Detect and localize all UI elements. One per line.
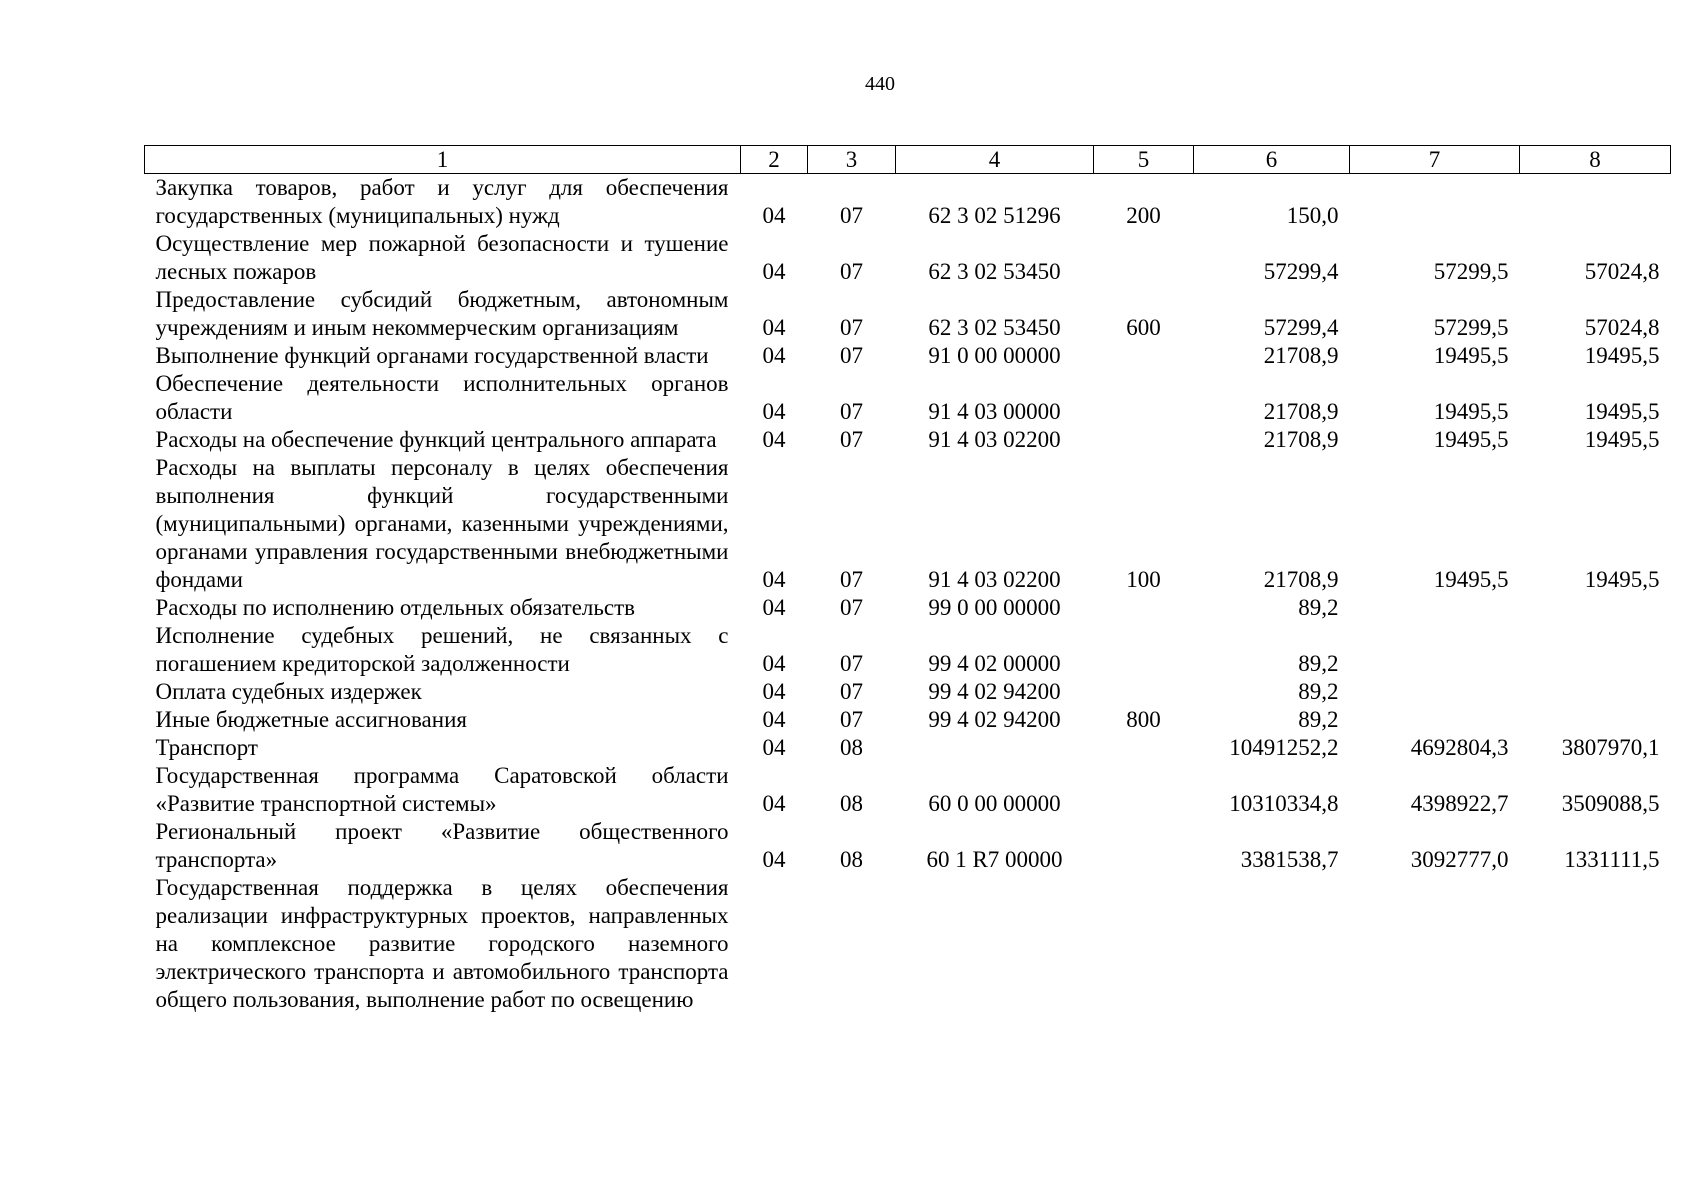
table-row	[145, 762, 1671, 818]
row-amount-col7	[1350, 622, 1520, 678]
row-section-code: 04	[762, 791, 786, 816]
row-amount-col8	[1520, 174, 1671, 231]
row-section-code: 04	[762, 735, 786, 760]
row-amount-col8: 57024,8	[1584, 315, 1660, 340]
row-expense-type	[1094, 734, 1194, 762]
row-amount-col7: 4692804,3	[1410, 735, 1509, 760]
row-section-code: 04	[762, 399, 786, 424]
row-amount-col6: 21708,9	[1263, 343, 1339, 368]
row-amount-col6: 89,2	[1298, 651, 1339, 676]
row-target-article	[896, 874, 1094, 1014]
row-subsection-code: 07	[840, 595, 863, 620]
header-row	[145, 146, 1671, 174]
row-amount-col7: 57299,5	[1433, 315, 1509, 340]
row-amount-col7	[1350, 678, 1520, 706]
row-amount-col7: 19495,5	[1433, 427, 1509, 452]
row-subsection-code: 07	[840, 567, 863, 592]
header-col-7: 7	[1350, 146, 1520, 174]
row-amount-col7: 57299,5	[1433, 259, 1509, 284]
row-target-article: 62 3 02 51296	[928, 203, 1061, 228]
row-expense-type: 100	[1126, 567, 1161, 592]
row-expense-type	[1094, 230, 1194, 286]
table-row	[145, 286, 1671, 342]
row-amount-col6: 89,2	[1298, 679, 1339, 704]
table-row	[145, 818, 1671, 874]
row-description: Осуществление мер пожарной безопасности и тушение лесных пожаров	[155, 231, 729, 284]
row-description: Транспорт	[155, 735, 258, 760]
row-target-article: 62 3 02 53450	[928, 259, 1061, 284]
row-description: Закупка товаров, работ и услуг для обеспечения государственных (муниципальных) нужд	[155, 175, 729, 228]
header-col-4: 4	[896, 146, 1094, 174]
row-subsection-code: 08	[840, 735, 863, 760]
row-expense-type	[1094, 370, 1194, 426]
row-section-code: 04	[762, 203, 786, 228]
row-amount-col7	[1350, 706, 1520, 734]
row-amount-col8: 3509088,5	[1561, 791, 1660, 816]
row-amount-col6: 21708,9	[1263, 399, 1339, 424]
row-description: Оплата судебных издержек	[155, 679, 422, 704]
row-section-code: 04	[762, 707, 786, 732]
row-amount-col8	[1520, 874, 1671, 1014]
row-amount-col7	[1350, 874, 1520, 1014]
row-section-code: 04	[762, 259, 786, 284]
table-row	[145, 370, 1671, 426]
row-description: Государственная поддержка в целях обеспечения реализации инфраструктурных проектов, направленных на комплексное развитие городского наземного электрического транспорта и автомобильного транспорта общего пользования, выполнение работ по освещению	[155, 875, 729, 1012]
header-col-6: 6	[1194, 146, 1350, 174]
row-amount-col8	[1520, 678, 1671, 706]
row-amount-col6: 89,2	[1298, 707, 1339, 732]
header-col-2: 2	[741, 146, 808, 174]
row-amount-col7: 3092777,0	[1410, 847, 1509, 872]
row-description: Предоставление субсидий бюджетным, автономным учреждениям и иным некоммерческим организациям	[155, 287, 729, 340]
table-row	[145, 734, 1671, 762]
row-description: Иные бюджетные ассигнования	[155, 707, 467, 732]
row-subsection-code: 07	[840, 399, 863, 424]
row-amount-col8: 3807970,1	[1561, 735, 1660, 760]
row-subsection-code: 07	[840, 427, 863, 452]
row-section-code: 04	[762, 651, 786, 676]
row-target-article: 91 4 03 00000	[928, 399, 1061, 424]
row-section-code: 04	[762, 343, 786, 368]
table-row	[145, 874, 1671, 1014]
row-section-code: 04	[762, 847, 786, 872]
row-subsection-code: 07	[840, 651, 863, 676]
row-subsection-code: 08	[840, 847, 863, 872]
row-description: Расходы на обеспечение функций центрального аппарата	[155, 427, 717, 452]
row-amount-col8: 57024,8	[1584, 259, 1660, 284]
row-description: Выполнение функций органами государственной власти	[155, 343, 709, 368]
row-subsection-code: 08	[840, 791, 863, 816]
header-col-3: 3	[808, 146, 896, 174]
table-row	[145, 454, 1671, 594]
row-amount-col8: 19495,5	[1584, 427, 1660, 452]
row-amount-col6: 150,0	[1286, 203, 1339, 228]
row-amount-col6: 10491252,2	[1229, 735, 1339, 760]
row-target-article: 60 1 R7 00000	[926, 847, 1063, 872]
row-target-article: 91 0 00 00000	[928, 343, 1061, 368]
row-amount-col6: 3381538,7	[1240, 847, 1339, 872]
row-amount-col7: 19495,5	[1433, 567, 1509, 592]
table-row	[145, 678, 1671, 706]
row-subsection-code: 07	[840, 203, 863, 228]
row-amount-col6: 57299,4	[1263, 315, 1339, 340]
row-subsection-code: 07	[840, 315, 863, 340]
row-subsection-code: 07	[840, 707, 863, 732]
row-amount-col7: 4398922,7	[1410, 791, 1509, 816]
row-section-code: 04	[762, 595, 786, 620]
row-amount-col6: 89,2	[1298, 595, 1339, 620]
page-number: 440	[865, 73, 895, 95]
row-target-article: 99 4 02 00000	[928, 651, 1061, 676]
row-target-article: 91 4 03 02200	[928, 567, 1061, 592]
row-description: Исполнение судебных решений, не связанных с погашением кредиторской задолженности	[155, 623, 729, 676]
row-expense-type	[1094, 594, 1194, 622]
row-amount-col6: 21708,9	[1263, 567, 1339, 592]
row-expense-type	[1094, 762, 1194, 818]
row-amount-col8: 1331111,5	[1564, 847, 1660, 872]
row-section-code: 04	[762, 315, 786, 340]
row-section-code	[741, 874, 808, 1014]
row-amount-col7	[1350, 174, 1520, 231]
table-row	[145, 230, 1671, 286]
row-target-article: 62 3 02 53450	[928, 315, 1061, 340]
header-col-5: 5	[1094, 146, 1194, 174]
row-expense-type	[1094, 678, 1194, 706]
row-expense-type	[1094, 874, 1194, 1014]
row-expense-type: 600	[1126, 315, 1161, 340]
row-description: Региональный проект «Развитие общественного транспорта»	[155, 819, 729, 872]
row-amount-col8: 19495,5	[1584, 399, 1660, 424]
row-expense-type: 800	[1126, 707, 1161, 732]
header-col-8: 8	[1520, 146, 1671, 174]
table-row	[145, 342, 1671, 370]
row-target-article: 60 0 00 00000	[928, 791, 1061, 816]
row-expense-type	[1094, 818, 1194, 874]
row-expense-type: 200	[1126, 203, 1161, 228]
row-target-article: 99 0 00 00000	[928, 595, 1061, 620]
row-amount-col7: 19495,5	[1433, 399, 1509, 424]
row-target-article	[896, 734, 1094, 762]
table-body	[145, 174, 1671, 1015]
row-description: Обеспечение деятельности исполнительных органов области	[155, 371, 729, 424]
row-section-code: 04	[762, 679, 786, 704]
table-row	[145, 426, 1671, 454]
row-target-article: 99 4 02 94200	[928, 679, 1061, 704]
table-header	[145, 146, 1671, 174]
row-target-article: 99 4 02 94200	[928, 707, 1061, 732]
row-expense-type	[1094, 426, 1194, 454]
row-subsection-code: 07	[840, 259, 863, 284]
row-amount-col6: 57299,4	[1263, 259, 1339, 284]
row-amount-col8: 19495,5	[1584, 343, 1660, 368]
row-expense-type	[1094, 342, 1194, 370]
row-subsection-code	[808, 874, 896, 1014]
table-row	[145, 174, 1671, 231]
row-amount-col6: 21708,9	[1263, 427, 1339, 452]
row-amount-col6	[1194, 874, 1350, 1014]
header-col-1: 1	[145, 146, 741, 174]
row-description: Государственная программа Саратовской области «Развитие транспортной системы»	[155, 763, 729, 816]
row-section-code: 04	[762, 567, 786, 592]
row-amount-col7	[1350, 594, 1520, 622]
table-row	[145, 706, 1671, 734]
row-subsection-code: 07	[840, 679, 863, 704]
table-row	[145, 594, 1671, 622]
row-target-article: 91 4 03 02200	[928, 427, 1061, 452]
row-subsection-code: 07	[840, 343, 863, 368]
row-amount-col7: 19495,5	[1433, 343, 1509, 368]
row-amount-col8	[1520, 706, 1671, 734]
row-description: Расходы по исполнению отдельных обязательств	[155, 595, 635, 620]
table-row	[145, 622, 1671, 678]
row-amount-col8	[1520, 622, 1671, 678]
row-section-code: 04	[762, 427, 786, 452]
row-description: Расходы на выплаты персоналу в целях обеспечения выполнения функций государственными (муниципальными) органами, казенными учреждениями, органами управления государственными внебюджетными фондами	[155, 455, 729, 592]
row-amount-col8	[1520, 594, 1671, 622]
row-amount-col6: 10310334,8	[1229, 791, 1339, 816]
budget-table	[144, 145, 1671, 1014]
row-amount-col8: 19495,5	[1584, 567, 1660, 592]
row-expense-type	[1094, 622, 1194, 678]
